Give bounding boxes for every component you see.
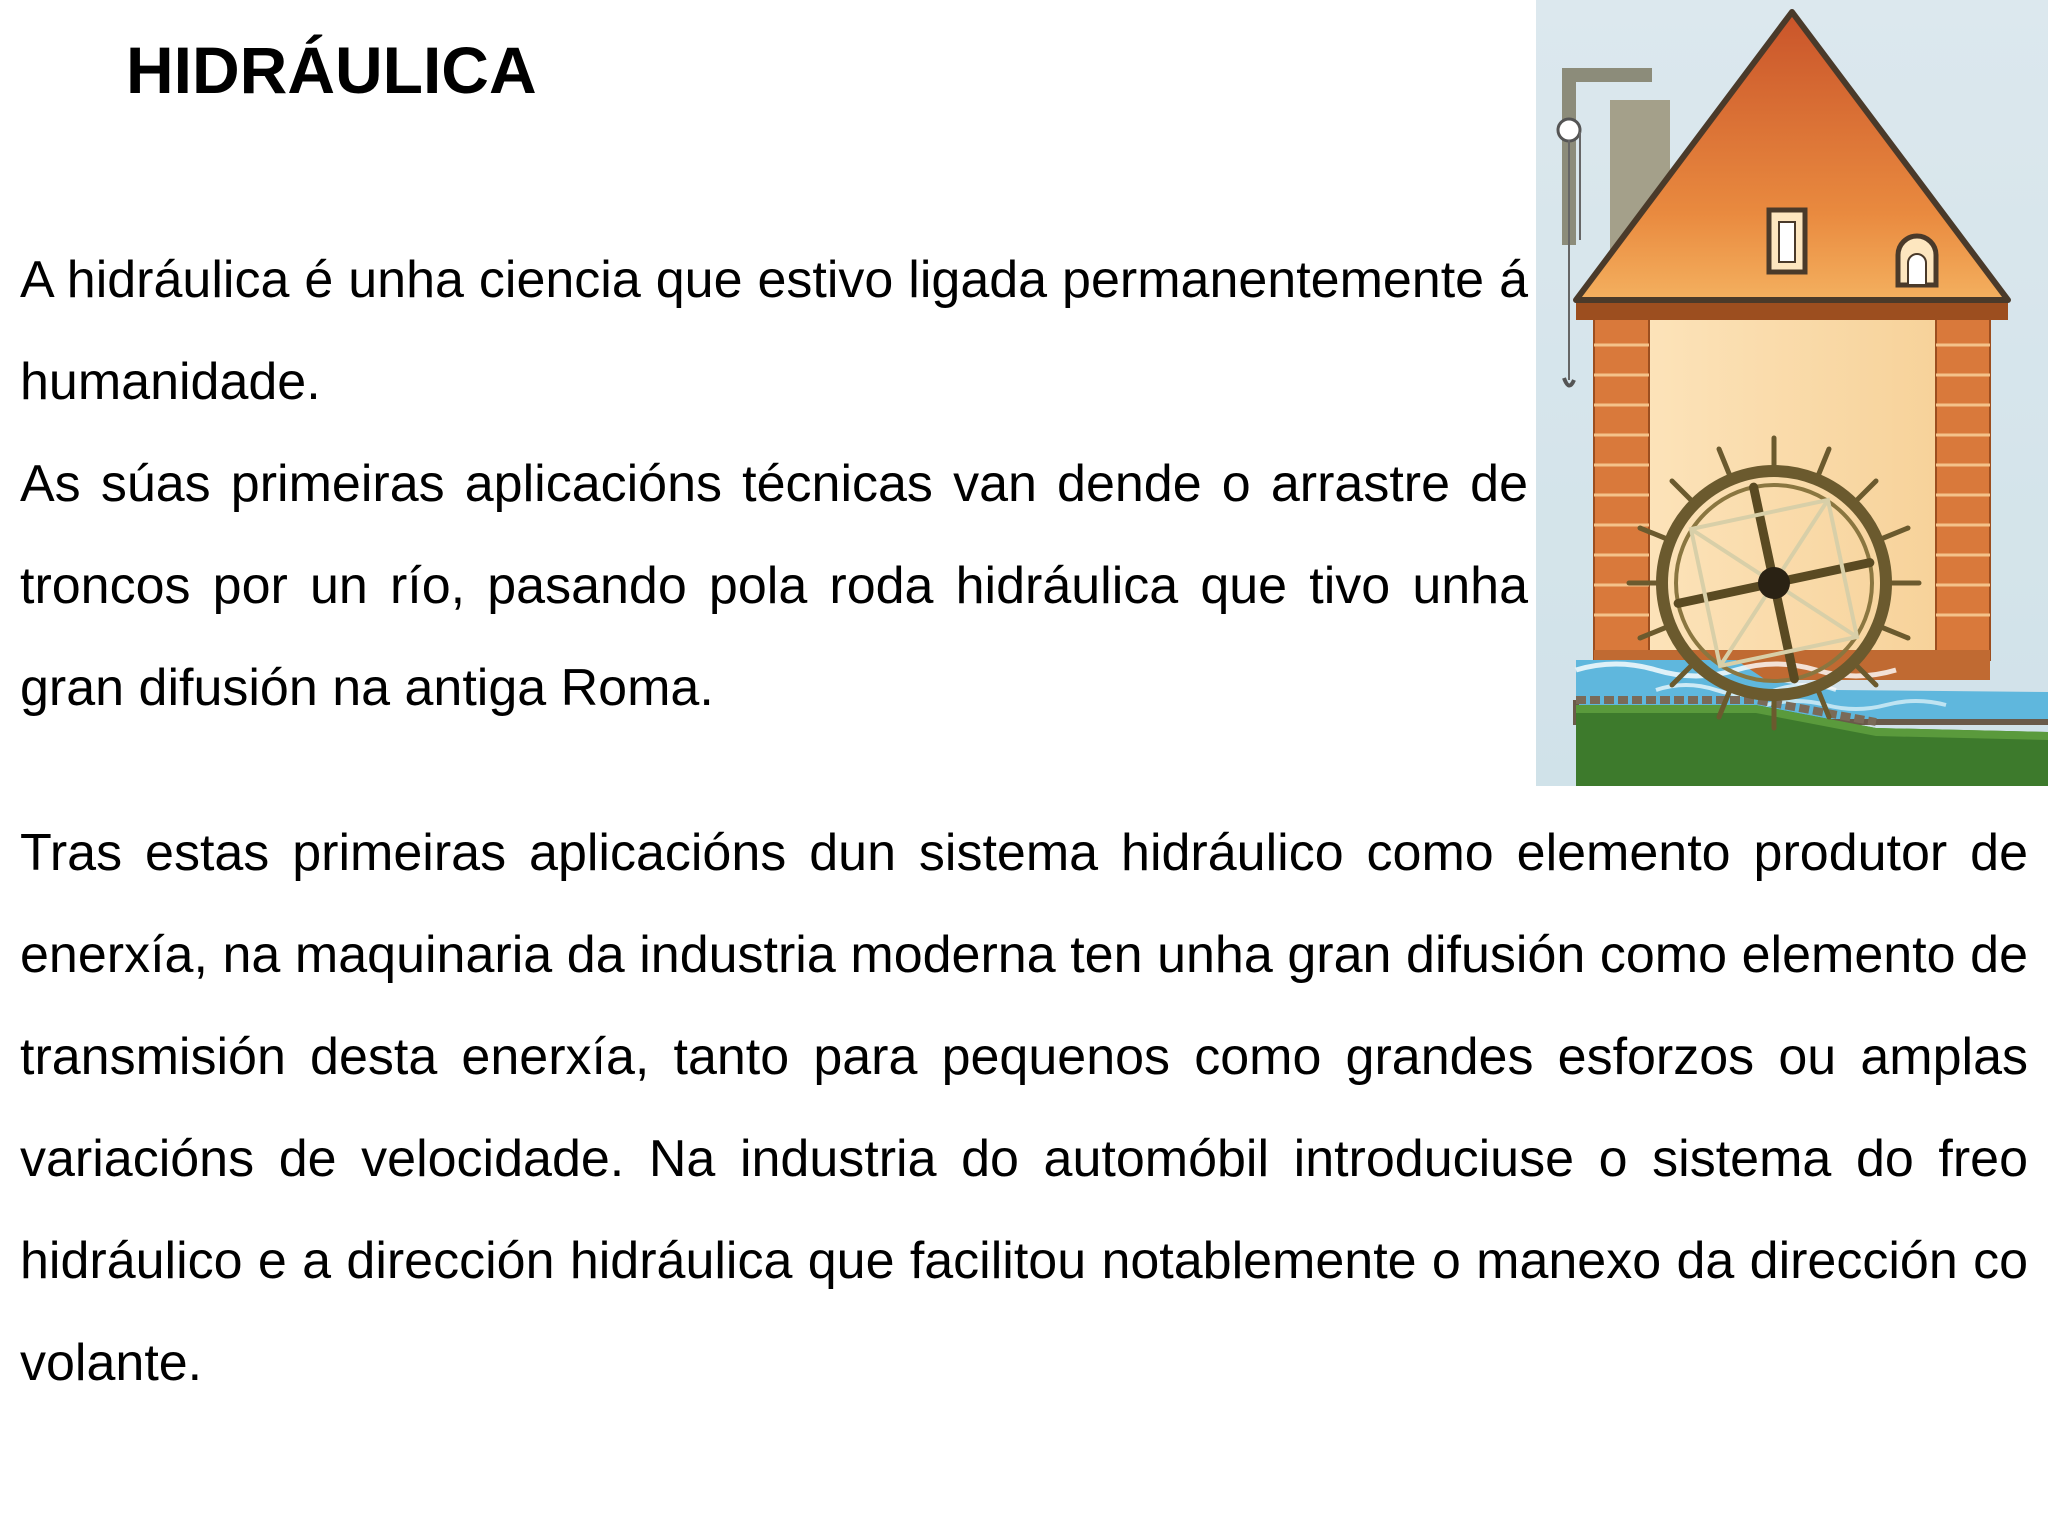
water-mill-illustration bbox=[1536, 0, 2048, 786]
water-mill-icon bbox=[1536, 0, 2048, 786]
history-paragraph: As súas primeiras aplicacións técnicas van dende o arrastre de troncos por un río, pasando pola roda hidráulica que tivo unha gran difusión na antiga Roma. bbox=[20, 455, 1528, 717]
modern-uses-paragraph: Tras estas primeiras aplicacións dun sistema hidráulico como elemento produtor de enerxía, na maquinaria da industria moderna ten unha gran difusión como elemento de transmisión desta enerxía, tanto para pequenos como grandes esforzos ou amplas variacións de velocidade. Na industria do automóbil introduciuse o sistema do freo hidráulico e a dirección hidráulica que facilitou notablemente o manexo da dirección co volante. bbox=[20, 824, 2028, 1392]
page-title: HIDRÁULICA bbox=[126, 33, 537, 107]
intro-paragraph: A hidráulica é unha ciencia que estivo ligada permanentemente á humanidade. bbox=[20, 251, 1528, 411]
